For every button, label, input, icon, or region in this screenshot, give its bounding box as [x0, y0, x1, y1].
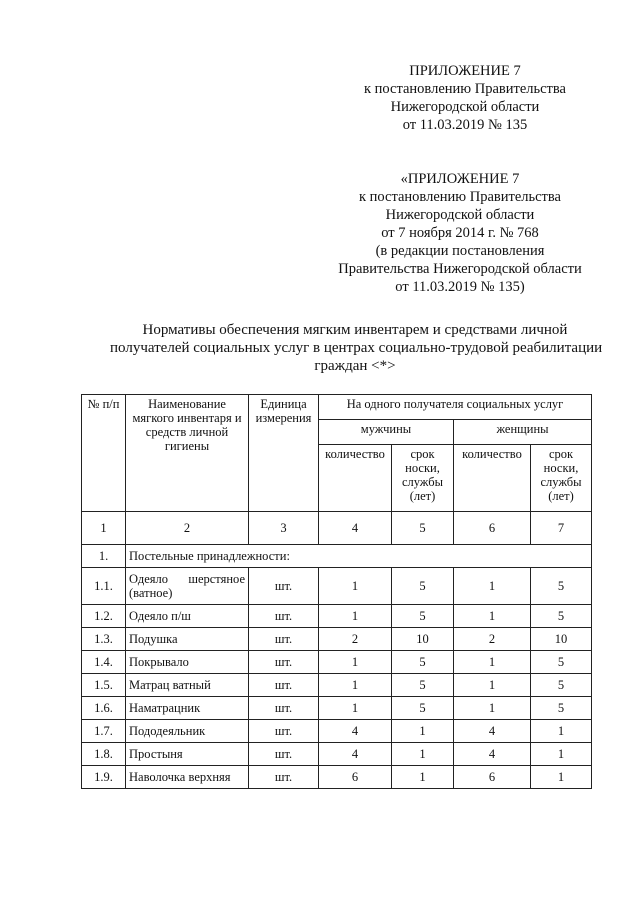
row-term-women: 5 — [531, 605, 592, 628]
row-num: 1.6. — [82, 697, 126, 720]
title-line: Нормативы обеспечения мягким инвентарем и средствами личной — [142, 322, 568, 338]
row-num: 1.1. — [82, 568, 126, 605]
column-number: 4 — [319, 512, 392, 545]
row-qty-men: 2 — [319, 628, 392, 651]
table-row — [82, 568, 592, 605]
section-row — [82, 545, 592, 568]
row-unit: шт. — [249, 628, 319, 651]
header-quantity-men: количество — [319, 445, 392, 512]
original-appendix-line: Правительства Нижегородской области — [338, 261, 582, 277]
row-unit: шт. — [249, 720, 319, 743]
document-title — [110, 321, 603, 375]
table-row — [82, 697, 592, 720]
row-qty-men: 1 — [319, 605, 392, 628]
header-num: № п/п — [82, 395, 126, 512]
title-line: граждан <*> — [314, 358, 396, 374]
row-qty-women: 4 — [454, 720, 531, 743]
title-line: получателей социальных услуг в центрах социально-трудовой реабилитации — [110, 340, 603, 356]
row-qty-women: 1 — [454, 697, 531, 720]
row-unit: шт. — [249, 605, 319, 628]
row-qty-men: 1 — [319, 568, 392, 605]
norms-table — [81, 394, 592, 789]
header-name: Наименование мягкого инвентаря и средств личной гигиены — [126, 395, 249, 512]
row-qty-women: 4 — [454, 743, 531, 766]
column-number: 7 — [531, 512, 592, 545]
row-term-men: 5 — [392, 651, 454, 674]
row-name: Покрывало — [126, 651, 249, 674]
appendix-line: от 11.03.2019 № 135 — [402, 117, 528, 133]
row-qty-women: 1 — [454, 674, 531, 697]
row-term-men: 1 — [392, 720, 454, 743]
header-per-recipient: На одного получателя социальных услуг — [319, 395, 592, 420]
row-term-women: 5 — [531, 697, 592, 720]
row-name: Наволочка верхняя — [126, 766, 249, 789]
row-num: 1.5. — [82, 674, 126, 697]
appendix-header — [330, 62, 600, 134]
row-qty-women: 2 — [454, 628, 531, 651]
table-row — [82, 743, 592, 766]
row-term-women: 1 — [531, 766, 592, 789]
row-unit: шт. — [249, 743, 319, 766]
appendix-line: ПРИЛОЖЕНИЕ 7 — [409, 63, 521, 79]
table-row — [82, 720, 592, 743]
row-term-women: 10 — [531, 628, 592, 651]
row-unit: шт. — [249, 651, 319, 674]
column-number: 1 — [82, 512, 126, 545]
row-term-men: 5 — [392, 697, 454, 720]
original-appendix-line: (в редакции постановления — [375, 243, 545, 259]
row-num: 1.9. — [82, 766, 126, 789]
column-number: 2 — [126, 512, 249, 545]
row-name: Подушка — [126, 628, 249, 651]
column-number-row — [82, 512, 592, 545]
original-appendix-line: от 7 ноября 2014 г. № 768 — [381, 225, 539, 241]
row-term-women: 5 — [531, 568, 592, 605]
table-row — [82, 628, 592, 651]
row-term-women: 1 — [531, 720, 592, 743]
row-qty-women: 1 — [454, 605, 531, 628]
appendix-line: к постановлению Правительства — [364, 81, 566, 97]
row-num: 1.4. — [82, 651, 126, 674]
row-qty-men: 1 — [319, 697, 392, 720]
original-appendix-header — [300, 170, 620, 296]
row-num: 1.8. — [82, 743, 126, 766]
column-number: 5 — [392, 512, 454, 545]
header-men: мужчины — [319, 420, 454, 445]
row-term-men: 5 — [392, 568, 454, 605]
row-qty-men: 6 — [319, 766, 392, 789]
section-num: 1. — [82, 545, 126, 568]
table-row — [82, 605, 592, 628]
header-quantity-women: количество — [454, 445, 531, 512]
row-qty-men: 1 — [319, 651, 392, 674]
row-qty-women: 1 — [454, 568, 531, 605]
row-term-women: 5 — [531, 651, 592, 674]
row-unit: шт. — [249, 568, 319, 605]
original-appendix-line: от 11.03.2019 № 135) — [395, 279, 525, 295]
row-name: Одеяло п/ш — [126, 605, 249, 628]
original-appendix-line: «ПРИЛОЖЕНИЕ 7 — [400, 171, 520, 187]
row-qty-women: 1 — [454, 651, 531, 674]
row-unit: шт. — [249, 766, 319, 789]
row-name: Простыня — [126, 743, 249, 766]
row-num: 1.2. — [82, 605, 126, 628]
section-name: Постельные принадлежности: — [126, 545, 592, 568]
original-appendix-line: Нижегородской области — [385, 207, 535, 223]
row-term-women: 1 — [531, 743, 592, 766]
row-term-women: 5 — [531, 674, 592, 697]
original-appendix-line: к постановлению Правительства — [359, 189, 561, 205]
header-unit: Единица измерения — [249, 395, 319, 512]
row-term-men: 5 — [392, 674, 454, 697]
column-number: 3 — [249, 512, 319, 545]
header-term-women: срок носки, службы (лет) — [531, 445, 592, 512]
row-qty-men: 4 — [319, 743, 392, 766]
appendix-line: Нижегородской области — [390, 99, 540, 115]
table-row — [82, 766, 592, 789]
row-num: 1.3. — [82, 628, 126, 651]
row-name: Пододеяльник — [126, 720, 249, 743]
row-name: Одеяло шерстяное (ватное) — [126, 568, 249, 605]
column-number: 6 — [454, 512, 531, 545]
row-term-men: 5 — [392, 605, 454, 628]
row-qty-women: 6 — [454, 766, 531, 789]
row-qty-men: 4 — [319, 720, 392, 743]
row-unit: шт. — [249, 697, 319, 720]
row-name: Наматрацник — [126, 697, 249, 720]
row-term-men: 1 — [392, 766, 454, 789]
header-term-men: срок носки, службы (лет) — [392, 445, 454, 512]
row-name: Матрац ватный — [126, 674, 249, 697]
row-num: 1.7. — [82, 720, 126, 743]
header-women: женщины — [454, 420, 592, 445]
row-qty-men: 1 — [319, 674, 392, 697]
table-row — [82, 674, 592, 697]
table-row — [82, 651, 592, 674]
row-term-men: 1 — [392, 743, 454, 766]
row-unit: шт. — [249, 674, 319, 697]
row-term-men: 10 — [392, 628, 454, 651]
